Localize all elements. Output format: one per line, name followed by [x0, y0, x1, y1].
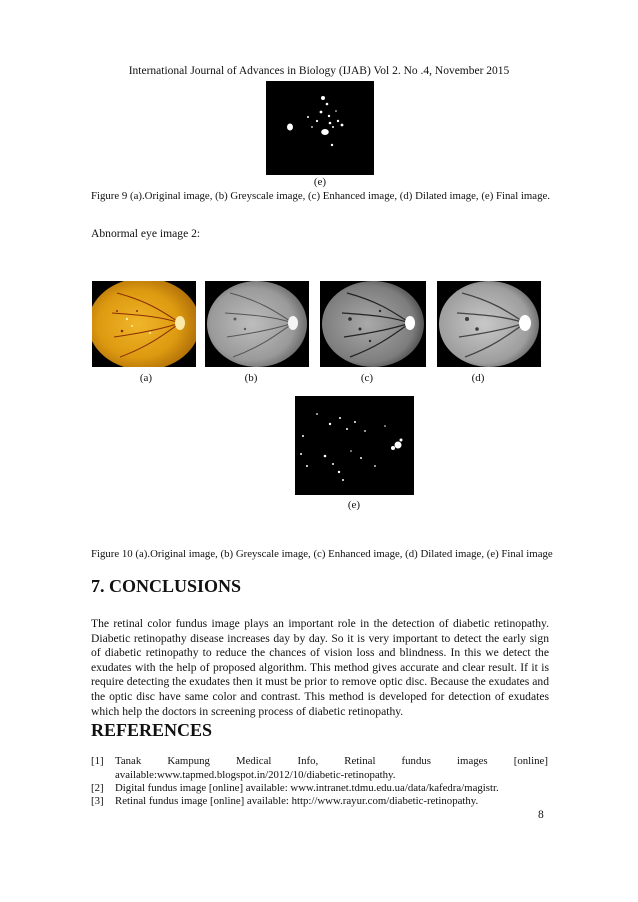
- reference-text: Retinal fundus image [online] available: http://www.rayur.com/diabetic-retinopathy.: [115, 795, 479, 807]
- reference-word: Retinal: [344, 755, 376, 767]
- page-number: 8: [538, 809, 544, 821]
- reference-word: Kampung: [167, 755, 210, 767]
- figure10-enhanced-image: [320, 281, 426, 367]
- conclusions-paragraph: The retinal color fundus image plays an important role in the detection of diabetic retinopathy. Diabetic retinopathy disease increases day by day. So it is very important to detect the early sign of diabetic retinopathy to reduce the chances of vision loss and blindness. In this we detect the exudates with the help of proposed algorithm. This method gives accurate and clear result. If it is require detecting the exudates then it must be prior to remove optic disc. Because the exudates and the optic disc have same color and contrast. This method is developed for detection of exudates which help the doctors in screening process of diabetic retinopathy.: [91, 617, 549, 718]
- figure10-label-d: (d): [471, 372, 485, 384]
- reference-text: Digital fundus image [online] available: www.intranet.tdmu.edu.ua/data/kafedra/magistr.: [115, 782, 499, 794]
- running-header: International Journal of Advances in Biology (IJAB) Vol 2. No .4, November 2015: [128, 65, 510, 77]
- reference-word: Info,: [297, 755, 319, 767]
- figure10-label-b: (b): [244, 372, 258, 384]
- figure10-final-image: [295, 396, 414, 495]
- figure10-label-a: (a): [139, 372, 153, 384]
- reference-item-1: [91, 755, 548, 783]
- figure9-panel-e-label: (e): [313, 176, 327, 188]
- reference-word: [online]: [513, 755, 548, 767]
- figure9-final-image: [266, 81, 374, 175]
- reference-item-3: [91, 795, 548, 809]
- reference-word: images: [457, 755, 488, 767]
- intro-line: Abnormal eye image 2:: [91, 227, 201, 240]
- reference-word: Tanak: [115, 755, 142, 767]
- reference-word: fundus: [401, 755, 431, 767]
- reference-number: [2]: [91, 782, 104, 794]
- figure10-greyscale-image: [205, 281, 309, 367]
- figure10-original-image: [92, 281, 196, 367]
- conclusions-heading: 7. CONCLUSIONS: [91, 576, 242, 596]
- reference-number: [1]: [91, 755, 104, 767]
- reference-line: available:www.tapmed.blogspot.in/2012/10/diabetic-retinopathy.: [115, 768, 396, 781]
- reference-number: [3]: [91, 795, 104, 807]
- figure10-label-e: (e): [347, 499, 361, 511]
- references-heading: REFERENCES: [91, 720, 213, 740]
- reference-word: Medical: [236, 755, 272, 767]
- figure10-dilated-image: [437, 281, 541, 367]
- reference-item-2: [91, 782, 548, 796]
- figure9-caption: Figure 9 (a).Original image, (b) Greyscale image, (c) Enhanced image, (d) Dilated image, (e) Final image.: [91, 190, 550, 202]
- figure10-caption: Figure 10 (a).Original image, (b) Greyscale image, (c) Enhanced image, (d) Dilated image, (e) Final image: [91, 548, 553, 560]
- figure10-label-c: (c): [360, 372, 374, 384]
- reference-line: [115, 755, 548, 769]
